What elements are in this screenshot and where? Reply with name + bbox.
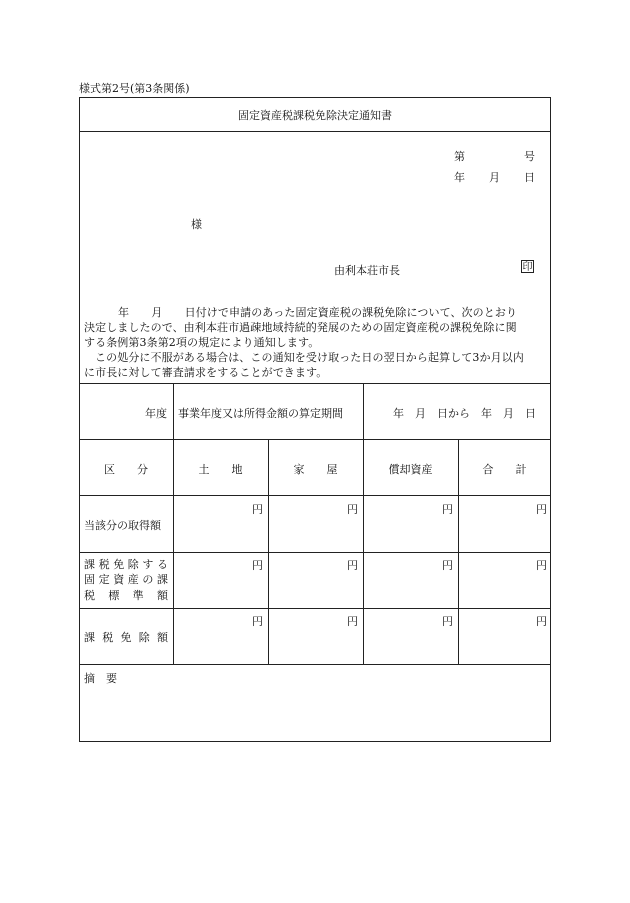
label-char: 免 xyxy=(113,558,125,571)
body-line-1: 年 月 日付けで申請のあった固定資産税の課税免除について、次のとおり xyxy=(118,306,518,319)
yen-unit: 円 xyxy=(252,615,263,628)
rule-body xyxy=(79,383,551,384)
header-kubun: 区 分 xyxy=(104,463,148,476)
form-number: 様式第2号(第3条関係) xyxy=(79,82,190,95)
row-label-acquisition: 当該分の取得額 xyxy=(84,519,161,532)
rule-row1 xyxy=(79,552,551,553)
yen-unit: 円 xyxy=(536,615,547,628)
label-char: 税 xyxy=(98,558,110,571)
remarks-label: 摘 要 xyxy=(84,672,117,685)
yen-unit: 円 xyxy=(442,559,453,572)
label-char: す xyxy=(142,558,154,571)
label-char: る xyxy=(156,558,168,571)
label-line xyxy=(84,572,168,587)
body-line-4: この処分に不服がある場合は、この通知を受け取った日の翌日から起算して3か月以内 xyxy=(95,351,524,364)
label-char: 除 xyxy=(127,558,139,571)
yen-unit: 円 xyxy=(347,615,358,628)
label-char: 準 xyxy=(132,589,144,602)
doc-number-go: 号 xyxy=(524,150,535,163)
label-char: 標 xyxy=(108,589,120,602)
yen-unit: 円 xyxy=(536,503,547,516)
vrule-period xyxy=(363,383,364,439)
label-char: 税 xyxy=(84,589,95,602)
rule-period xyxy=(79,439,551,440)
header-depreciable: 償却資産 xyxy=(388,463,433,476)
vrule-1 xyxy=(173,383,174,664)
row-label-exemption: 課 税 免 除 額 xyxy=(84,631,168,644)
row-label-taxbase-1 xyxy=(84,557,168,572)
row-label-taxbase-3 xyxy=(84,587,168,603)
yen-unit: 円 xyxy=(252,559,263,572)
header-total: 合 計 xyxy=(482,463,527,476)
date-year: 年 xyxy=(454,171,465,184)
label-char: の xyxy=(142,573,154,586)
yen-unit: 円 xyxy=(347,559,358,572)
doc-number-dai: 第 xyxy=(454,150,465,163)
date-month: 月 xyxy=(489,171,500,184)
period-range: 年 月 日から 年 月 日 xyxy=(393,407,536,420)
rule-title xyxy=(79,131,551,132)
yen-unit: 円 xyxy=(442,615,453,628)
label-char: 額 xyxy=(156,589,168,602)
yen-unit: 円 xyxy=(252,503,263,516)
period-nendo: 年度 xyxy=(145,407,167,420)
seal-mark: 印 xyxy=(522,262,533,273)
label-char: 固 xyxy=(84,573,95,586)
rule-row3 xyxy=(79,664,551,665)
yen-unit: 円 xyxy=(347,503,358,516)
addressee-suffix: 様 xyxy=(191,218,202,231)
yen-unit: 円 xyxy=(442,503,453,516)
label-char: 定 xyxy=(98,573,110,586)
period-label: 事業年度又は所得金額の算定期間 xyxy=(178,407,343,420)
label-char: 産 xyxy=(127,573,139,586)
header-land: 土 地 xyxy=(198,463,243,476)
label-char: 課 xyxy=(84,558,95,571)
yen-unit: 円 xyxy=(536,559,547,572)
body-line-2: 決定しましたので、由利本荘市過疎地域持続的発展のための固定資産税の課税免除に関 xyxy=(84,321,517,334)
document-title: 固定資産税課税免除決定通知書 xyxy=(238,109,392,122)
label-line xyxy=(84,557,168,572)
header-house: 家 屋 xyxy=(293,463,338,476)
body-line-5: に市長に対して審査請求をすることができます。 xyxy=(84,366,328,379)
issuer: 由利本荘市長 xyxy=(334,264,400,277)
date-day: 日 xyxy=(524,171,535,184)
row-label-taxbase-2 xyxy=(84,572,168,587)
body-line-3: する条例第3条第2項の規定により通知します。 xyxy=(84,336,320,349)
rule-row2 xyxy=(79,608,551,609)
rule-header xyxy=(79,495,551,496)
label-char: 資 xyxy=(113,573,125,586)
label-char: 課 xyxy=(156,573,168,586)
